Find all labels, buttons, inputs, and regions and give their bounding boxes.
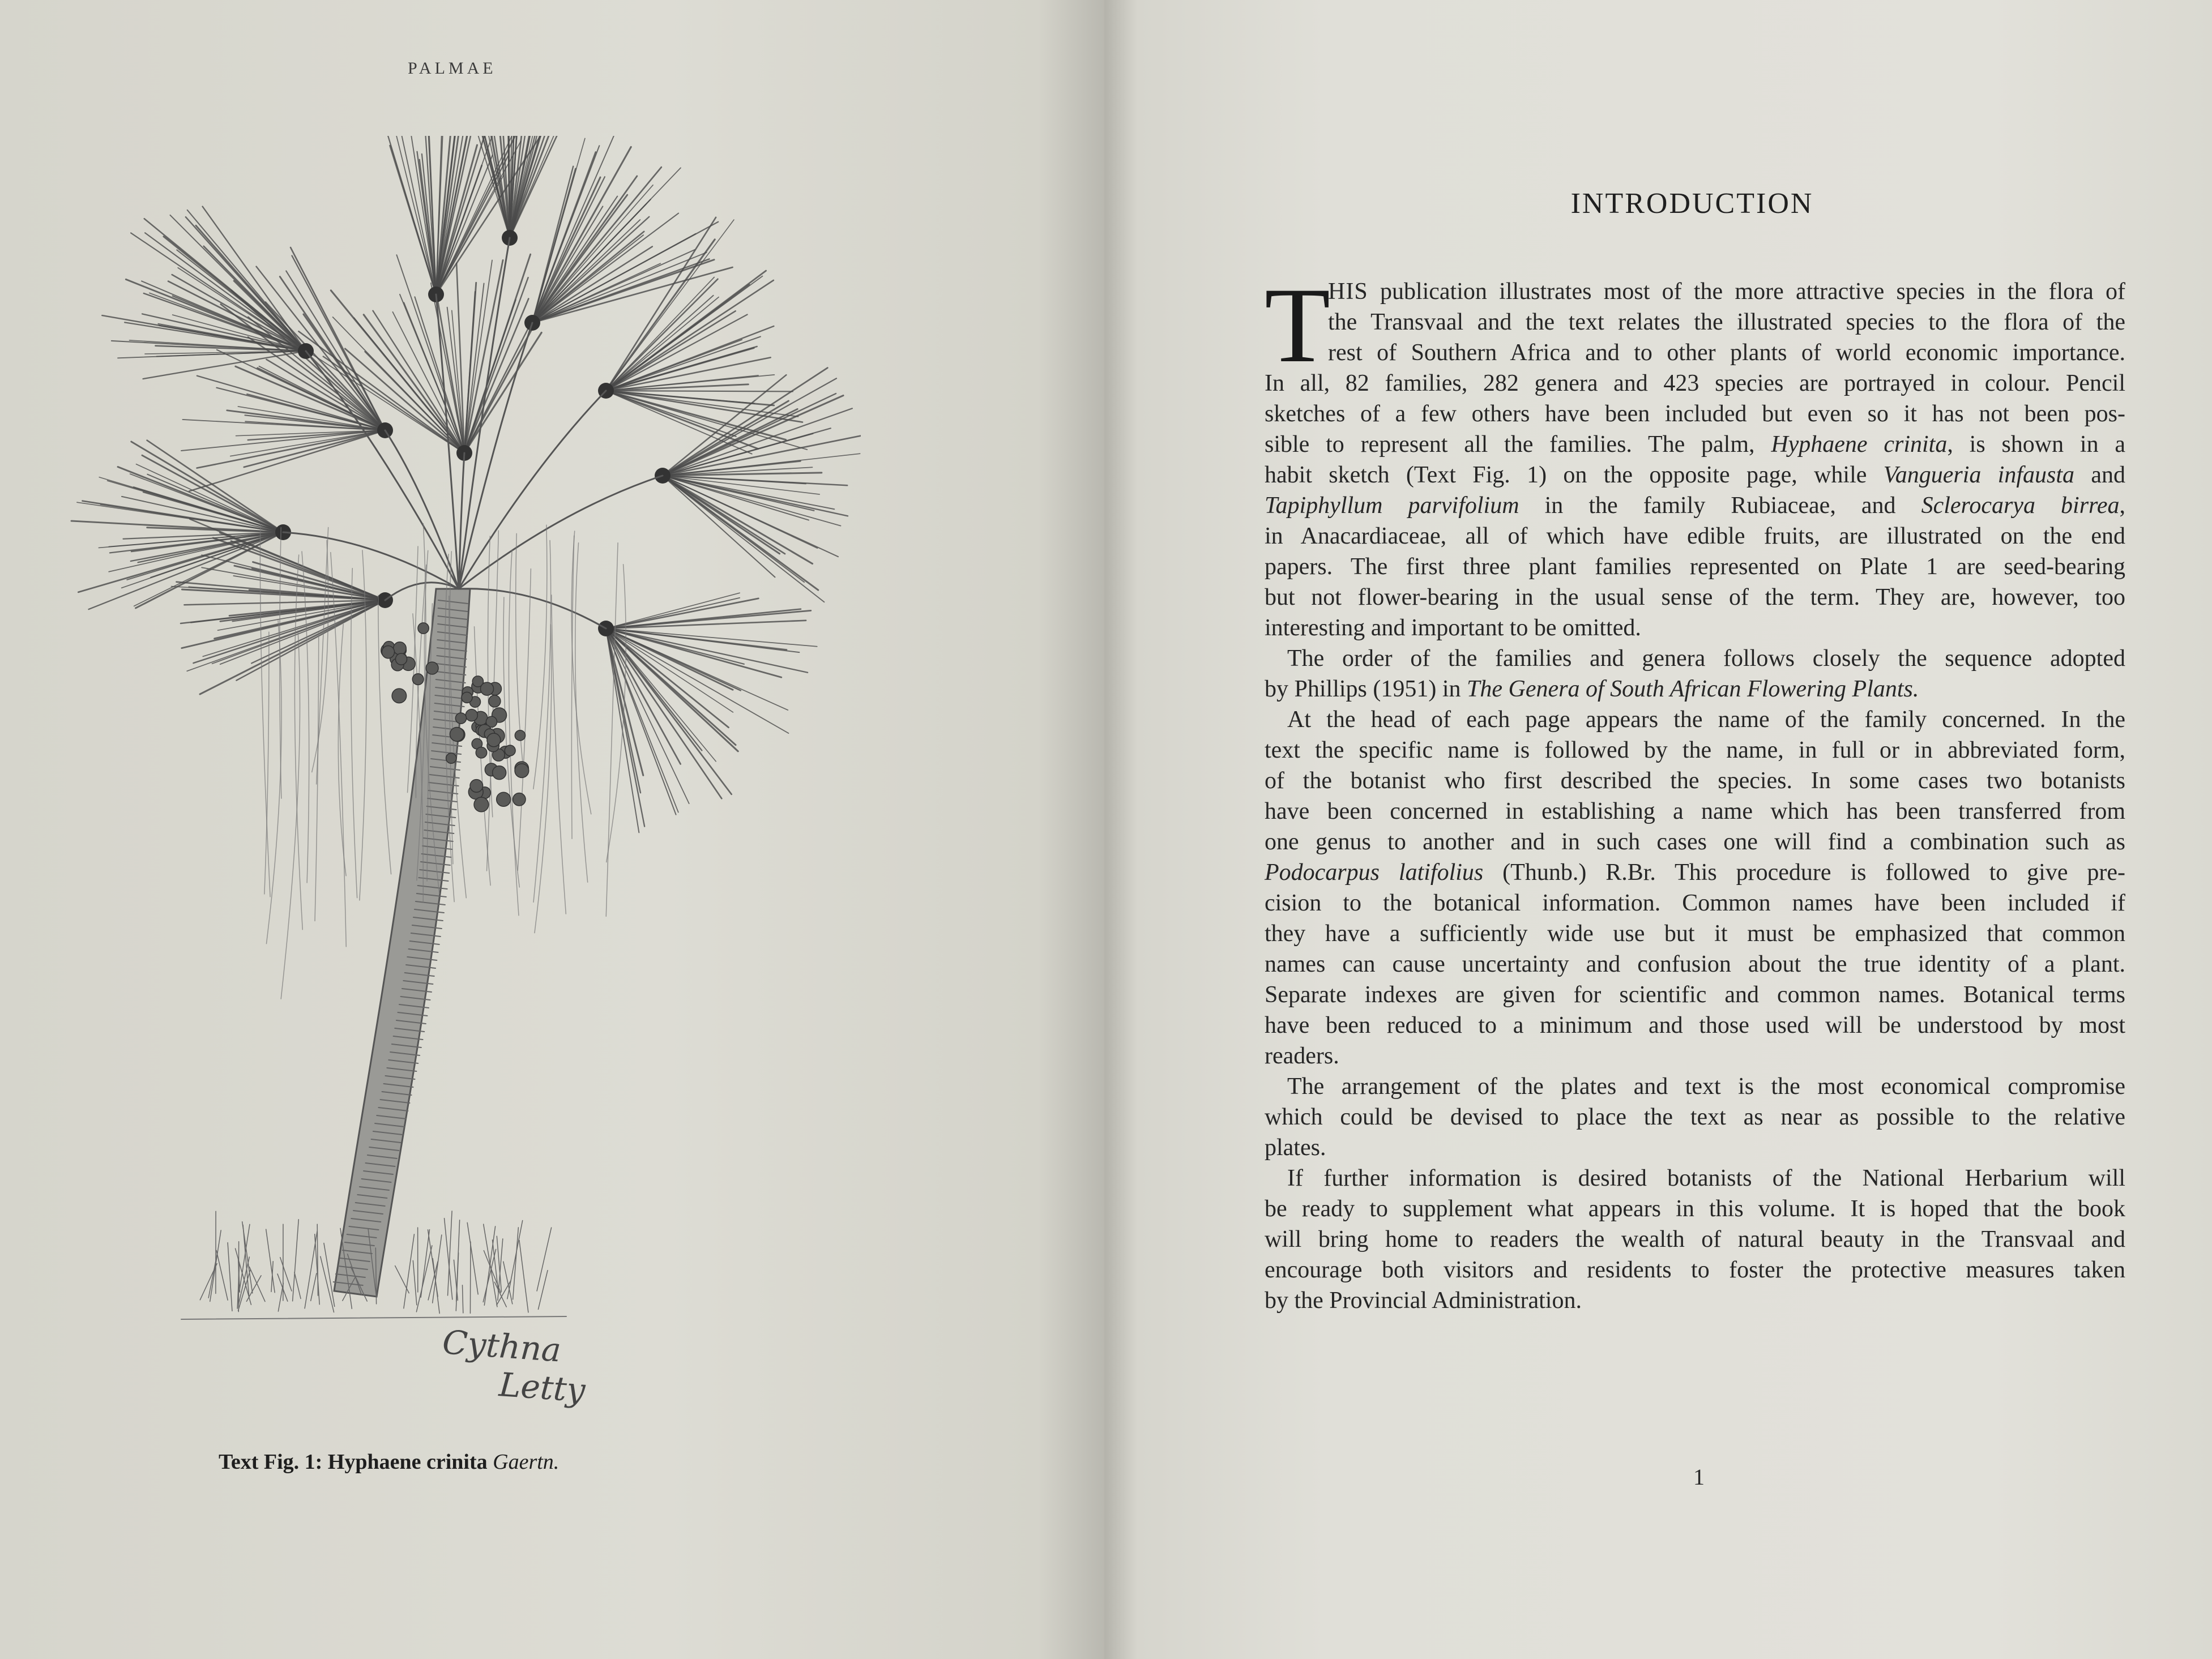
- text-line: [1265, 704, 2125, 735]
- text-segment: and: [2074, 462, 2125, 488]
- palm-petiole: [459, 476, 663, 589]
- hanging-leaf: [535, 625, 552, 933]
- hanging-leaf: [338, 624, 346, 875]
- paragraph: [1265, 643, 2125, 704]
- palm-fruit: [382, 646, 394, 659]
- palm-fruit: [426, 662, 438, 674]
- grass-blade: [519, 1240, 528, 1312]
- text-line: [1265, 1255, 2125, 1285]
- hanging-leaf: [302, 551, 309, 883]
- grass-blade: [513, 1228, 519, 1299]
- palm-frond: [532, 213, 678, 323]
- grass-blade: [467, 1222, 478, 1294]
- text-segment: The arrangement of the plates and text is the most economical compromise: [1287, 1074, 2125, 1100]
- palm-fruit: [395, 653, 407, 665]
- hanging-leaf: [606, 543, 618, 917]
- grass-blade: [266, 1229, 275, 1293]
- palm-fruit: [515, 764, 529, 778]
- text-line: [1265, 918, 2125, 949]
- text-line: [1265, 1071, 2125, 1102]
- artist-signature: Letty: [498, 1365, 587, 1410]
- palm-petiole: [459, 589, 606, 628]
- italic-text: Vangueria infausta: [1883, 462, 2075, 488]
- figure-caption: [219, 1450, 559, 1474]
- paragraph: [1265, 1163, 2125, 1316]
- palm-fruit: [487, 733, 501, 747]
- grass-blade: [216, 1250, 228, 1300]
- palm-fruit: [462, 692, 472, 703]
- grass-blade: [395, 1266, 409, 1293]
- text-segment: by Phillips (1951) in: [1265, 676, 1467, 702]
- text-segment: plates.: [1265, 1135, 1326, 1161]
- caption-author: Gaertn.: [493, 1450, 560, 1474]
- text-segment: , is shown in a: [1947, 431, 2126, 457]
- grass-blade: [311, 1273, 317, 1301]
- text-segment: names can cause uncertainty and confusion about the true identity of a plant.: [1265, 951, 2125, 977]
- text-segment: sible to represent all the families. The palm,: [1265, 431, 1771, 457]
- palm-fruit: [505, 745, 515, 756]
- palm-illustration: [68, 136, 861, 1438]
- palm-frond: [663, 476, 813, 564]
- palm-fruit: [466, 709, 477, 721]
- hanging-leaf: [281, 631, 300, 999]
- palm-frond: [606, 217, 716, 391]
- text-line: [1265, 399, 2125, 429]
- palm-fruit: [489, 695, 501, 707]
- palm-fruit: [513, 793, 526, 806]
- ground-line: [181, 1316, 566, 1319]
- palm-fruit: [450, 727, 464, 741]
- text-line: [1265, 551, 2125, 582]
- text-segment: cision to the botanical information. Common names have been included if: [1265, 890, 2125, 916]
- palm-frond: [221, 304, 385, 430]
- palm-frond: [182, 600, 385, 648]
- hanging-leaf: [533, 541, 551, 903]
- palm-frond: [606, 276, 762, 391]
- caption-label: Text Fig. 1: Hyphaene crinita: [219, 1450, 488, 1474]
- text-segment: readers.: [1265, 1043, 1339, 1069]
- palm-fruit: [418, 623, 429, 634]
- text-segment: sketches of a few others have been included but even so it has not been pos-: [1265, 401, 2125, 427]
- palm-frond: [456, 263, 464, 453]
- drop-cap: T: [1265, 266, 1331, 385]
- text-segment: publication illustrates most of the more attractive species in the flora of: [1368, 279, 2125, 305]
- artist-signature: Cythna: [441, 1323, 563, 1370]
- italic-text: Hyphaene crinita: [1771, 431, 1948, 457]
- text-segment: habit sketch (Text Fig. 1) on the opposite page, while: [1265, 462, 1884, 488]
- palm-frond: [663, 395, 843, 476]
- palm-frond: [464, 260, 492, 453]
- text-line: [1265, 643, 2125, 674]
- text-segment: (Thunb.) R.Br. This procedure is followed to give pre-: [1483, 860, 2125, 886]
- palm-frond: [266, 302, 385, 430]
- text-segment: The order of the families and genera follows closely the sequence adopted: [1287, 645, 2125, 672]
- hanging-leaf: [378, 595, 391, 874]
- text-segment: In all, 82 families, 282 genera and 423 species are portrayed in colour. Pencil: [1265, 370, 2125, 396]
- palm-fruit: [412, 674, 424, 685]
- palm-frond: [663, 476, 775, 577]
- text-segment: text the specific name is followed by the name, in full or in abbreviated form,: [1265, 737, 2125, 763]
- text-line: [1265, 1163, 2125, 1194]
- grass-blade: [428, 1262, 438, 1300]
- palm-fruit: [392, 689, 406, 703]
- text-line: [1265, 521, 2125, 551]
- text-line: [1265, 1041, 2125, 1071]
- text-line: [1265, 796, 2125, 827]
- right-page: [1104, 0, 2212, 1659]
- text-line: [1265, 582, 2125, 613]
- text-segment: encourage both visitors and residents to foster the protective measures taken: [1265, 1257, 2125, 1283]
- hanging-leaf: [552, 595, 566, 914]
- paragraph: [1265, 266, 2126, 643]
- palm-frond: [606, 296, 714, 391]
- grass-blade: [404, 1234, 415, 1309]
- paragraph: [1265, 704, 2125, 1071]
- text-line: [1265, 276, 2125, 307]
- palm-fruit: [394, 642, 407, 655]
- text-line: [1265, 674, 2125, 704]
- palm-frond: [143, 351, 306, 379]
- text-line: [1265, 1194, 2125, 1224]
- palm-fruit: [497, 792, 511, 806]
- grass-blade: [200, 1264, 217, 1300]
- text-line: [1265, 337, 2125, 368]
- palm-frond: [189, 430, 385, 491]
- text-segment: papers. The first three plant families represented on Plate 1 are seed-bearing: [1265, 554, 2125, 580]
- grass-blade: [294, 1272, 301, 1298]
- text-line: [1265, 766, 2125, 796]
- grass-blade: [537, 1228, 552, 1291]
- text-line: [1265, 307, 2125, 337]
- text-line: [1265, 1285, 2125, 1316]
- grass-blade: [305, 1230, 317, 1308]
- palm-fruit: [515, 730, 525, 741]
- introduction-text: [1265, 266, 2126, 1316]
- grass-blade: [448, 1211, 452, 1295]
- text-segment: ,: [2119, 493, 2125, 519]
- text-segment: in Anacardiaceae, all of which have edible fruits, are illustrated on the end: [1265, 523, 2125, 549]
- palm-fruit: [493, 766, 506, 780]
- palm-fruit: [480, 682, 493, 695]
- text-segment: will bring home to readers the wealth of natural beauty in the Transvaal and: [1265, 1226, 2125, 1252]
- text-line: [1265, 1010, 2125, 1041]
- running-head: PALMAE: [408, 59, 497, 78]
- grass-blade: [462, 1285, 463, 1313]
- paragraph: [1265, 1071, 2125, 1163]
- text-segment: they have a sufficiently wide use but it must be emphasized that common: [1265, 921, 2125, 947]
- text-line: [1265, 857, 2125, 888]
- grass-blade: [293, 1220, 299, 1301]
- palm-frond: [606, 610, 811, 628]
- text-segment: of the botanist who first described the species. In some cases two botanists: [1265, 768, 2125, 794]
- palm-frond: [606, 628, 788, 733]
- text-segment: in the family Rubiaceae, and: [1519, 493, 1921, 519]
- palm-fruit: [474, 797, 489, 812]
- text-segment: If further information is desired botanists of the National Herbarium will: [1287, 1165, 2125, 1191]
- left-page: [0, 0, 1104, 1659]
- hanging-leaf: [518, 569, 531, 871]
- text-segment: by the Provincial Administration.: [1265, 1288, 1582, 1314]
- text-line: [1265, 460, 2125, 490]
- palm-frond: [606, 340, 742, 391]
- hanging-leaf: [575, 543, 588, 882]
- grass-blade: [507, 1221, 523, 1299]
- palm-frond: [256, 267, 385, 430]
- page-number: 1: [1693, 1464, 1705, 1490]
- palm-fruit: [446, 753, 456, 763]
- text-line: [1265, 827, 2125, 857]
- grass-blade: [228, 1243, 232, 1311]
- text-segment: have been concerned in establishing a name which has been transferred from: [1265, 798, 2125, 824]
- italic-text: Podocarpus latifolius: [1265, 860, 1484, 886]
- text-segment: have been reduced to a minimum and those used will be understood by most: [1265, 1012, 2125, 1038]
- grass-blade: [278, 1283, 283, 1311]
- grass-blade: [324, 1243, 335, 1306]
- hanging-leaf: [533, 525, 547, 789]
- grass-blade: [538, 1271, 548, 1310]
- hanging-leaf: [503, 597, 519, 887]
- text-segment: interesting and important to be omitted.: [1265, 615, 1641, 641]
- text-segment: but not flower-bearing in the usual sense of the term. They are, however, too: [1265, 584, 2125, 610]
- text-line: [1265, 429, 2125, 460]
- text-line: [1265, 888, 2125, 918]
- palm-frond: [510, 136, 565, 238]
- grass-blade: [416, 1246, 432, 1312]
- palm-fruit: [455, 713, 466, 724]
- italic-text: The Genera of South African Flowering Plants.: [1467, 676, 1919, 702]
- text-line: [1265, 490, 2125, 521]
- text-line: [1265, 980, 2125, 1010]
- text-line: [1265, 949, 2125, 980]
- palm-frond: [200, 600, 385, 694]
- page-title: INTRODUCTION: [1570, 187, 1814, 220]
- text-line: [1265, 1102, 2125, 1132]
- text-line: [1265, 1224, 2125, 1255]
- text-line: [1265, 368, 2125, 399]
- text-segment: the Transvaal and the text relates the illustrated species to the flora of the: [1328, 309, 2125, 335]
- text-line: [1265, 613, 2125, 643]
- text-segment: At the head of each page appears the name of the family concerned. In the: [1287, 707, 2125, 733]
- text-segment: HIS: [1328, 279, 1368, 305]
- palm-frond: [197, 430, 385, 468]
- text-segment: rest of Southern Africa and to other plants of world economic importance.: [1328, 340, 2125, 366]
- palm-frond: [606, 240, 715, 391]
- text-line: [1265, 1132, 2125, 1163]
- text-segment: one genus to another and in such cases one will find a combination such as: [1265, 829, 2125, 855]
- italic-text: Tapiphyllum parvifolium: [1265, 493, 1519, 519]
- text-segment: be ready to supplement what appears in this volume. It is hoped that the book: [1265, 1196, 2125, 1222]
- hanging-leaf: [571, 531, 591, 814]
- palm-fruit: [476, 747, 486, 758]
- text-segment: Separate indexes are given for scientific and common names. Botanical terms: [1265, 982, 2125, 1008]
- palm-frond: [259, 366, 385, 430]
- text-line: [1265, 735, 2125, 766]
- palm-fruit: [470, 780, 483, 793]
- grass-blade: [413, 1260, 417, 1305]
- text-segment: which could be devised to place the text as near as possible to the relative: [1265, 1104, 2125, 1130]
- grass-blade: [249, 1267, 265, 1301]
- italic-text: Sclerocarya birrea: [1921, 493, 2120, 519]
